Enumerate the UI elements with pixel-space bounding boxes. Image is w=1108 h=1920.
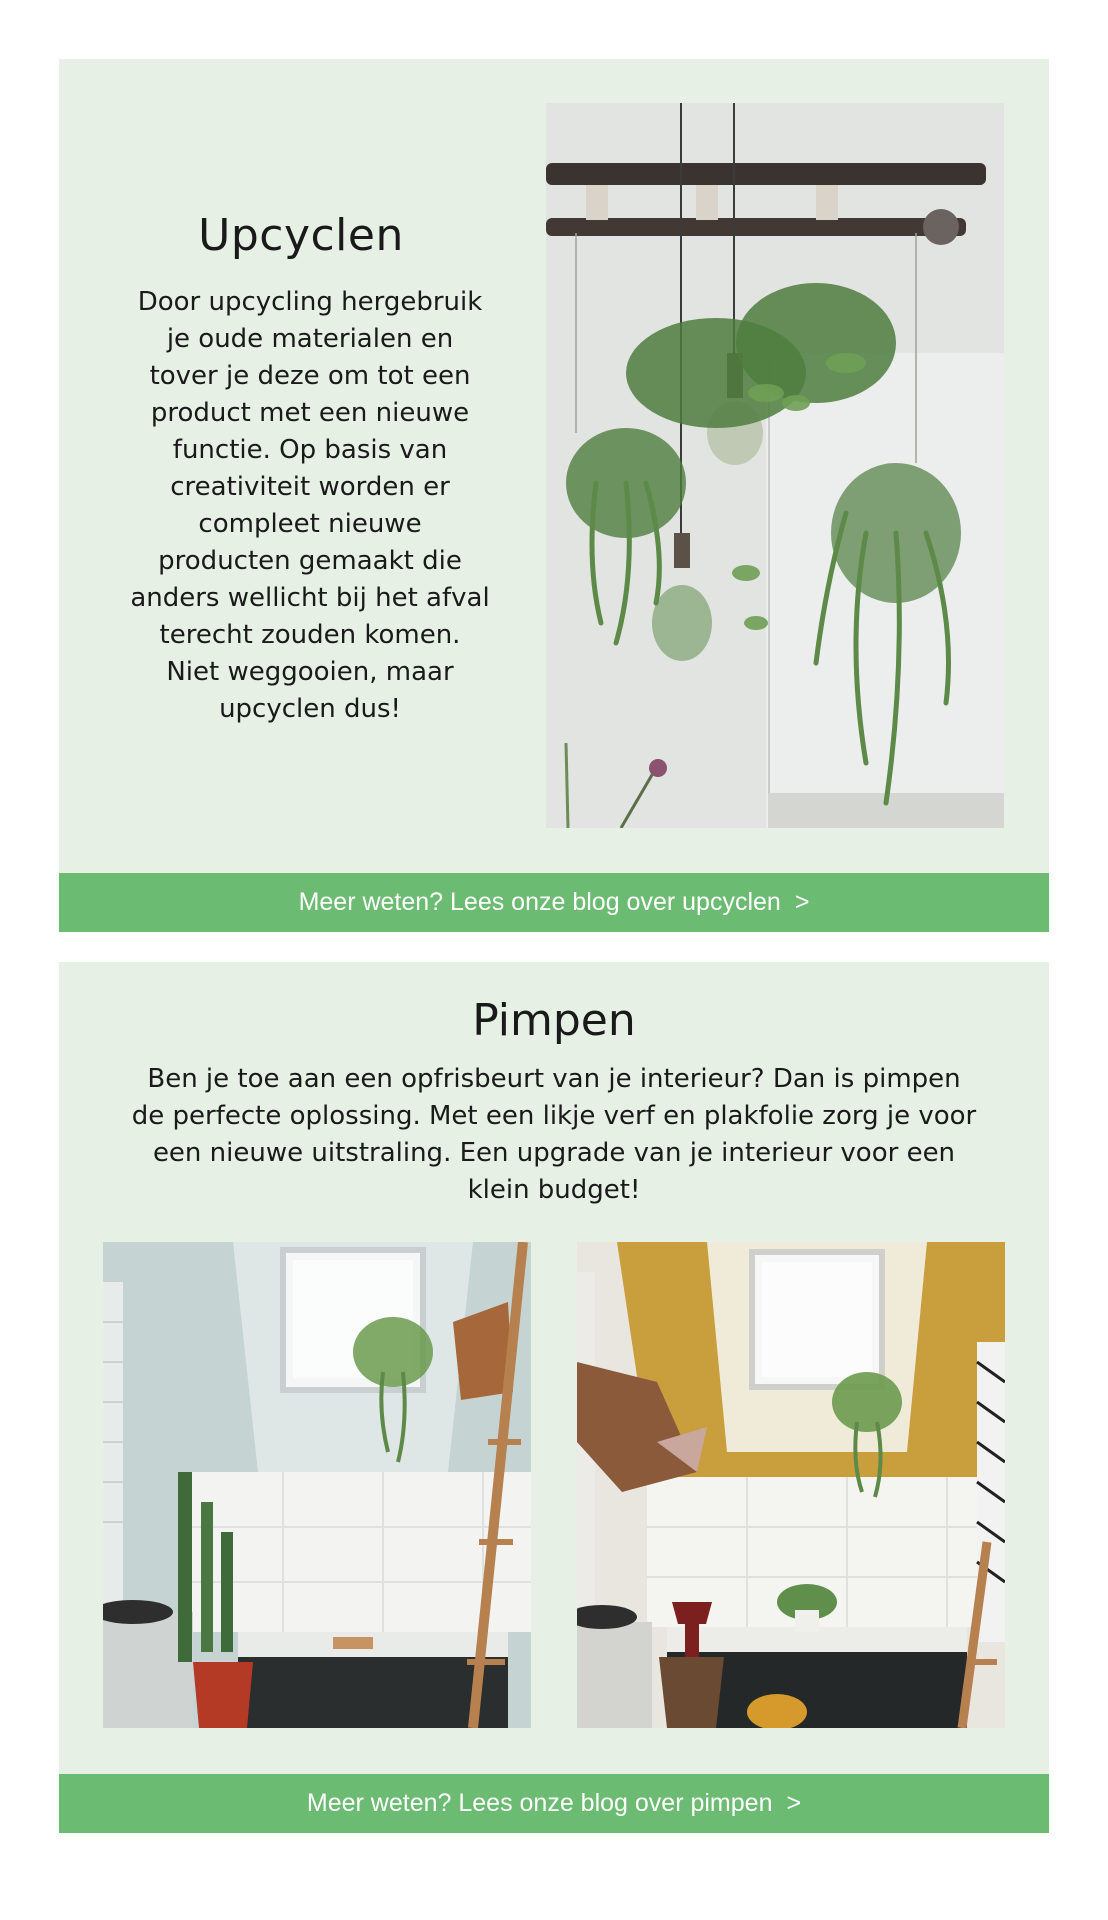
- chevron-right-icon: >: [794, 888, 810, 916]
- upcycle-title: Upcyclen: [198, 210, 404, 261]
- pimp-blog-link[interactable]: [59, 1774, 1049, 1833]
- hanging-plants-photo: [546, 103, 1004, 828]
- pimp-blog-link-label: Meer weten? Lees onze blog over pimpen: [306, 1789, 773, 1817]
- bathroom-after-photo: [577, 1242, 1005, 1728]
- upcycle-blog-link-label: Meer weten? Lees onze blog over upcyclen: [298, 888, 781, 916]
- upcycle-description: Door upcycling hergebruik je oude materialen en tover je deze om tot een product met een nieuwe functie. Op basis van creativiteit worden er compleet nieuwe producten gemaakt die anders wellicht bij het afval terecht zouden komen. Niet weggooien, maar upcyclen dus!: [130, 287, 490, 724]
- pimp-title: Pimpen: [472, 995, 636, 1046]
- chevron-right-icon: >: [786, 1789, 802, 1817]
- bathroom-before-photo: [103, 1242, 531, 1728]
- pimp-description: Ben je toe aan een opfrisbeurt van je interieur? Dan is pimpen de perfecte oplossing. Met een likje verf en plakfolie zorg je voor een nieuwe uitstraling. Een upgrade van je interieur voor een klein budget!: [131, 1064, 977, 1205]
- upcycle-blog-link[interactable]: [59, 873, 1049, 932]
